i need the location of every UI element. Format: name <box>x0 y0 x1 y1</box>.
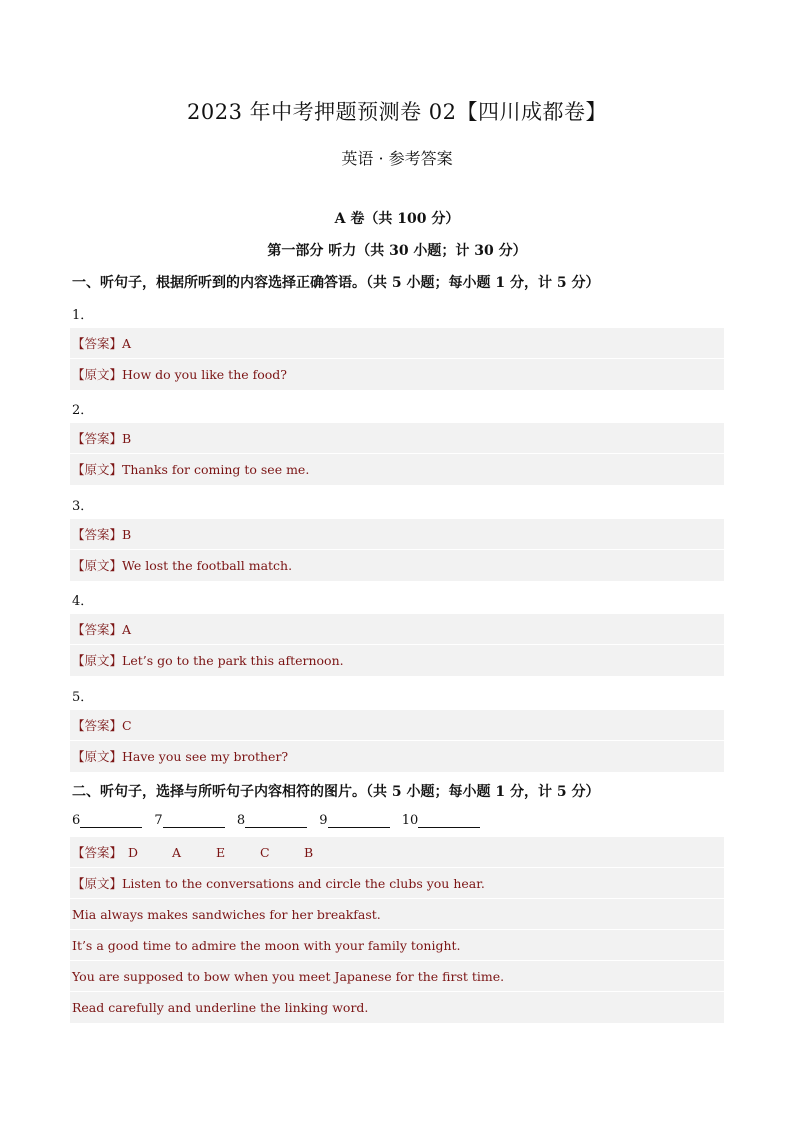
part-heading: 第一部分 听力（共 30 小题；计 30 分） <box>267 243 527 259</box>
question-number: 2． <box>72 403 94 418</box>
answer-value: A <box>172 845 182 860</box>
answer-value: D <box>128 845 139 860</box>
transcript-text: It’s a good time to admire the moon with your family tonight. <box>72 938 461 953</box>
transcript-row <box>70 930 724 961</box>
answer-value: C <box>122 718 132 733</box>
transcript-text: Listen to the conversations and circle the clubs you hear. <box>122 876 485 891</box>
transcript-row <box>70 961 724 992</box>
answer-block <box>70 519 724 581</box>
answer-tag: 【答案】 <box>72 431 123 446</box>
answer-tag: 【答案】 <box>72 622 123 637</box>
section2-heading: 二、听句子，选择与所听句子内容相符的图片。（共 5 小题；每小题 1 分，计 5 分） <box>72 784 600 800</box>
volume-heading: A 卷（共 100 分） <box>334 211 460 227</box>
answer-block <box>70 614 724 676</box>
section1-heading: 一、听句子，根据所听到的内容选择正确答语。（共 5 小题；每小题 1 分，计 5 分） <box>72 275 600 291</box>
transcript-row <box>70 454 724 485</box>
blank-7: 7 <box>154 813 232 828</box>
question-number: 4． <box>72 594 94 609</box>
transcript-text: How do you like the food? <box>122 367 287 382</box>
transcript-text: Let’s go to the park this afternoon. <box>122 653 344 668</box>
blank-10: 10 <box>402 813 489 828</box>
transcript-tag: 【原文】 <box>72 367 123 382</box>
answer-row <box>70 519 724 550</box>
transcript-text: Read carefully and underline the linking word. <box>72 1000 369 1015</box>
page-title: 2023 年中考押题预测卷 02【四川成都卷】 <box>186 100 607 124</box>
answer-value: C <box>260 845 270 860</box>
transcript-row <box>70 992 724 1023</box>
question-number: 5． <box>72 690 94 705</box>
transcript-row <box>70 550 724 581</box>
transcript-row <box>70 868 724 899</box>
transcript-row <box>70 741 724 772</box>
answer-row <box>70 423 724 454</box>
question-number: 1． <box>72 308 94 323</box>
transcript-row <box>70 645 724 676</box>
transcript-tag: 【原文】 <box>72 558 123 573</box>
transcript-row <box>70 899 724 930</box>
transcript-row <box>70 359 724 390</box>
answer-tag: 【答案】 <box>72 527 123 542</box>
transcript-text: Have you see my brother? <box>122 749 289 764</box>
transcript-tag: 【原文】 <box>72 749 123 764</box>
answer-row <box>70 710 724 741</box>
transcript-text: Mia always makes sandwiches for her breakfast. <box>72 907 381 922</box>
section2-answer-block <box>70 837 724 1023</box>
answer-blanks <box>72 813 488 828</box>
answer-tag: 【答案】 <box>72 718 123 733</box>
transcript-tag: 【原文】 <box>72 653 123 668</box>
answer-tag: 【答案】 <box>72 845 123 860</box>
answer-row <box>70 837 724 868</box>
answer-value: B <box>122 527 132 542</box>
blank-9: 9 <box>319 813 397 828</box>
answer-value: A <box>122 336 132 351</box>
answer-block <box>70 710 724 772</box>
transcript-text: We lost the football match. <box>122 558 293 573</box>
question-number: 3． <box>72 499 94 514</box>
answer-value: B <box>122 431 132 446</box>
answer-tag: 【答案】 <box>72 336 123 351</box>
answer-row <box>70 614 724 645</box>
transcript-text: Thanks for coming to see me. <box>122 462 310 477</box>
answer-block <box>70 328 724 390</box>
blank-6: 6 <box>72 813 150 828</box>
blank-8: 8 <box>237 813 315 828</box>
answer-row <box>70 328 724 359</box>
transcript-text: You are supposed to bow when you meet Japanese for the first time. <box>72 969 505 984</box>
transcript-tag: 【原文】 <box>72 876 123 891</box>
transcript-tag: 【原文】 <box>72 462 123 477</box>
answer-value: E <box>216 845 226 860</box>
answer-block <box>70 423 724 485</box>
answer-value: A <box>122 622 132 637</box>
page-subtitle: 英语 · 参考答案 <box>341 149 453 168</box>
answer-value: B <box>304 845 314 860</box>
